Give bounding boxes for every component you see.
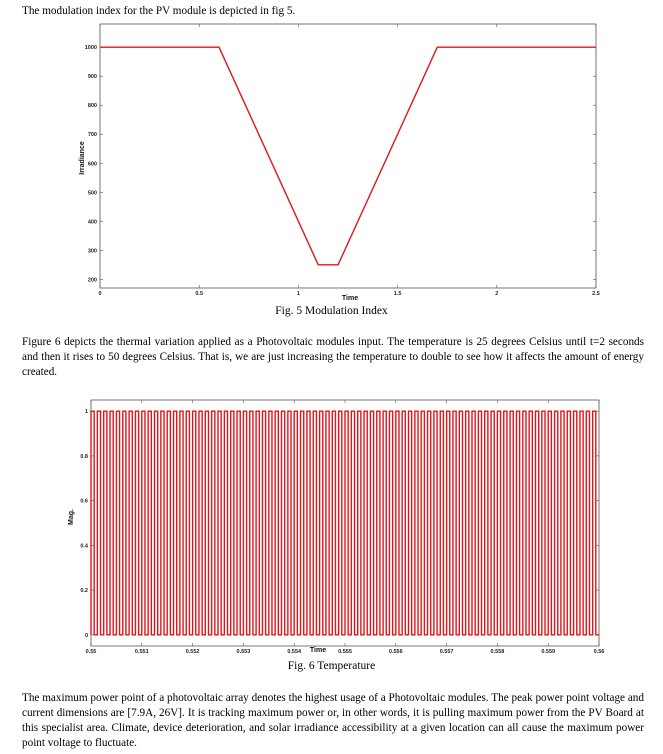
x-tick-label: 0.557 bbox=[439, 649, 454, 655]
y-tick-label: 0.6 bbox=[80, 498, 88, 505]
y-axis-label: Irradiance bbox=[79, 141, 86, 175]
x-tick-label: 0.56 bbox=[593, 649, 605, 655]
y-tick-label: 300 bbox=[87, 248, 97, 255]
y-tick-label: 1000 bbox=[84, 45, 97, 52]
y-tick-label: 800 bbox=[87, 103, 97, 110]
x-axis-label: Time bbox=[309, 647, 327, 654]
x-tick-label: 0.556 bbox=[388, 649, 403, 655]
fig5-caption: Fig. 5 Modulation Index bbox=[275, 305, 388, 317]
x-tick-label: 2.5 bbox=[592, 291, 600, 297]
y-tick-label: 900 bbox=[87, 74, 97, 81]
x-tick-label: 0.555 bbox=[338, 649, 352, 655]
x-tick-label: 0.554 bbox=[287, 649, 302, 655]
x-tick-label: 0.552 bbox=[185, 649, 200, 655]
series-line-0 bbox=[91, 411, 599, 635]
y-tick-label: 1 bbox=[84, 409, 88, 416]
y-tick-label: 600 bbox=[87, 161, 97, 168]
fig6-description: Figure 6 depicts the thermal variation applied as a Photovoltaic modules input. The temperature is 25 degrees Celsius until t=2 seconds and then it rises to 50 degrees Celsius. That is, we are just increasing the temperature to double to see how it affects the amount of energy created. bbox=[22, 336, 644, 378]
y-tick-label: 0.8 bbox=[80, 453, 88, 460]
x-tick-label: 0.553 bbox=[236, 649, 251, 655]
y-tick-label: 500 bbox=[87, 190, 97, 197]
mpp-paragraph: The maximum power point of a photovoltaic array denotes the highest usage of a Photovoltaic modules. The peak power point voltage and current dimensions are [7.9A, 26V]. It is tracking maximum power or, in other words, it is pulling maximum power from the PV Board at this specialist area. Climate, device deterioration, and solar irradiance accessibility at a given location can all cause the maximum power point voltage to fluctuate. bbox=[22, 692, 644, 749]
y-tick-label: 700 bbox=[87, 132, 97, 139]
x-tick-label: 0 bbox=[98, 291, 102, 297]
intro-text: The modulation index for the PV module is depicted in fig 5. bbox=[22, 5, 296, 17]
x-tick-label: 0.558 bbox=[490, 649, 505, 655]
y-tick-label: 0.2 bbox=[80, 588, 88, 595]
x-tick-label: 1 bbox=[296, 291, 300, 297]
y-tick-label: 400 bbox=[87, 219, 97, 226]
x-tick-label: 0.5 bbox=[195, 291, 204, 297]
x-tick-label: 1.5 bbox=[393, 291, 402, 297]
x-tick-label: 0.55 bbox=[85, 649, 97, 655]
y-axis-label: Mag. bbox=[68, 509, 75, 525]
x-axis-label: Time bbox=[341, 295, 359, 302]
x-tick-label: 2 bbox=[495, 291, 499, 297]
y-tick-label: 200 bbox=[87, 277, 97, 284]
y-tick-label: 0 bbox=[84, 632, 88, 639]
x-tick-label: 0.559 bbox=[541, 649, 556, 655]
y-tick-label: 0.4 bbox=[80, 543, 88, 550]
x-tick-label: 0.551 bbox=[134, 649, 149, 655]
fig6-caption: Fig. 6 Temperature bbox=[287, 660, 376, 672]
